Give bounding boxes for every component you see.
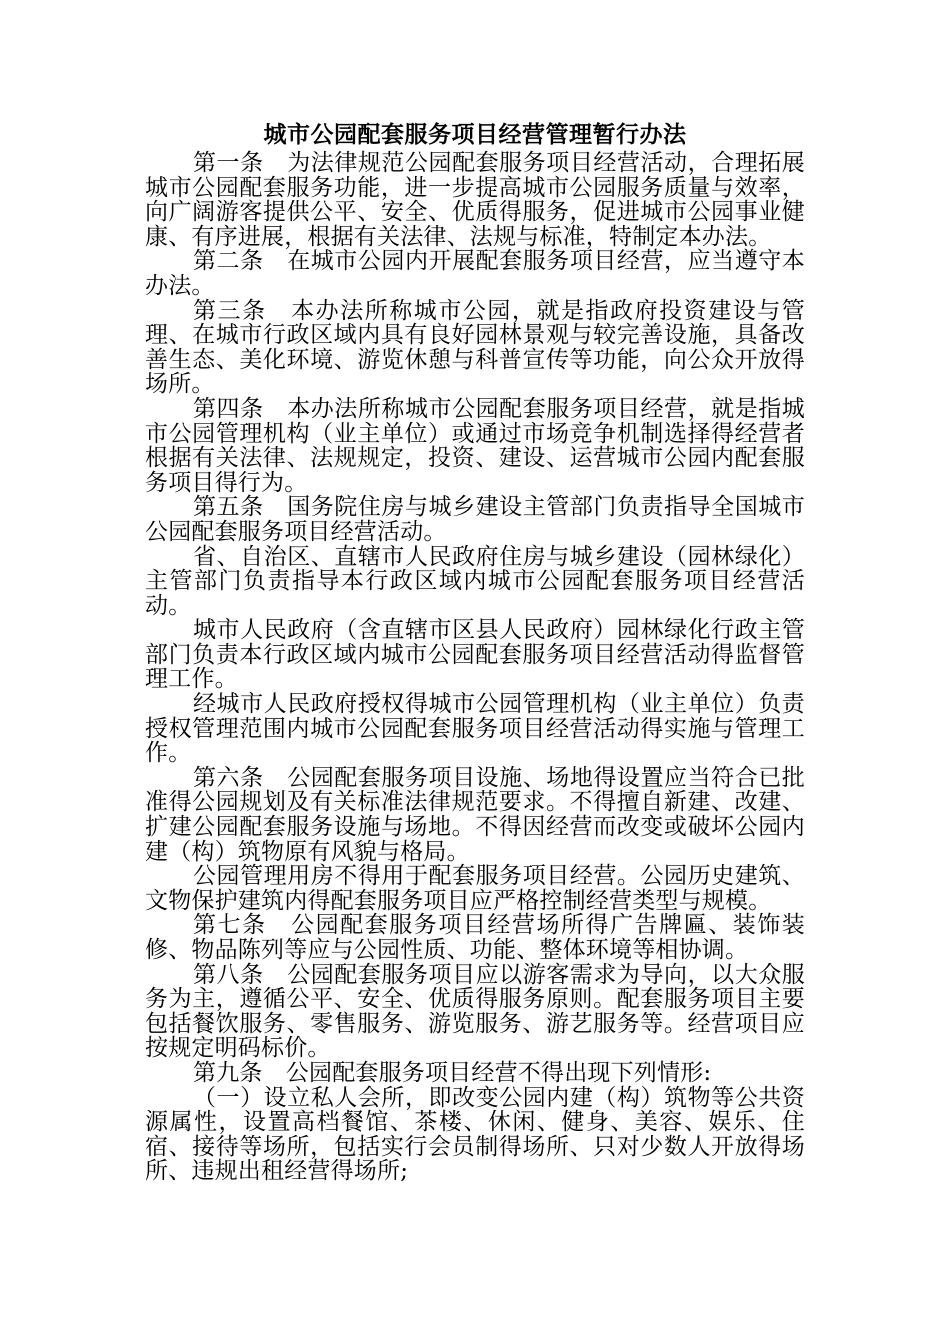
paragraph-article-3: 第三条 本办法所称城市公园，就是指政府投资建设与管理、在城市行政区域内具有良好园林景观与较完善设施，具备改善生态、美化环境、游览休憩与科普宣传等功能，向公众开放得场所。 (145, 297, 805, 398)
paragraph-article-9-item-1: （一）设立私人会所，即改变公园内建（构）筑物等公共资源属性，设置高档餐馆、茶楼、休闲、健身、美容、娱乐、住宿、接待等场所，包括实行会员制得场所、只对少数人开放得场所、违规出租经营得场所; (145, 1084, 805, 1185)
paragraph-article-8: 第八条 公园配套服务项目应以游客需求为导向，以大众服务为主，遵循公平、安全、优质得服务原则。配套服务项目主要包括餐饮服务、零售服务、游览服务、游艺服务等。经营项目应按规定明码标价。 (145, 961, 805, 1062)
paragraph-article-9: 第九条 公园配套服务项目经营不得出现下列情形: (193, 1059, 712, 1086)
paragraph-article-5-provincial: 省、自治区、直辖市人民政府住房与城乡建设（园林绿化）主管部门负责指导本行政区域内城市公园配套服务项目经营活动。 (145, 543, 805, 619)
paragraph-article-6: 第六条 公园配套服务项目设施、场地得设置应当符合已批准得公园规划及有关标准法律规范要求。不得擅自新建、改建、扩建公园配套服务设施与场地。不得因经营而改变或破坏公园内建（构）筑物原有风貌与格局。 (145, 764, 805, 865)
paragraph-article-2: 第二条 在城市公园内开展配套服务项目经营，应当遵守本办法。 (145, 248, 805, 299)
paragraph-article-5-authorized: 经城市人民政府授权得城市公园管理机构（业主单位）负责授权管理范围内城市公园配套服务项目经营活动得实施与管理工作。 (145, 691, 805, 767)
document-title: 城市公园配套服务项目经营管理暂行办法 (263, 121, 687, 148)
paragraph-article-6-management-rooms: 公园管理用房不得用于配套服务项目经营。公园历史建筑、文物保护建筑内得配套服务项目应严格控制经营类型与规模。 (145, 863, 805, 914)
paragraph-article-1: 第一条 为法律规范公园配套服务项目经营活动，合理拓展城市公园配套服务功能，进一步提高城市公园服务质量与效率，向广阔游客提供公平、安全、优质得服务，促进城市公园事业健康、有序进展，根据有关法律、法规与标准，特制定本办法。 (145, 150, 805, 250)
paragraph-article-4: 第四条 本办法所称城市公园配套服务项目经营，就是指城市公园管理机构（业主单位）或通过市场竞争机制选择得经营者根据有关法律、法规规定，投资、建设、运营城市公园内配套服务项目得行为。 (145, 395, 805, 496)
document-page (145, 118, 805, 1184)
paragraph-article-7: 第七条 公园配套服务项目经营场所得广告牌匾、装饰装修、物品陈列等应与公园性质、功能、整体环境等相协调。 (145, 912, 805, 963)
paragraph-article-5-city: 城市人民政府（含直辖市区县人民政府）园林绿化行政主管部门负责本行政区域内城市公园配套服务项目经营活动得监督管理工作。 (145, 617, 805, 693)
paragraph-article-5: 第五条 国务院住房与城乡建设主管部门负责指导全国城市公园配套服务项目经营活动。 (145, 494, 805, 545)
